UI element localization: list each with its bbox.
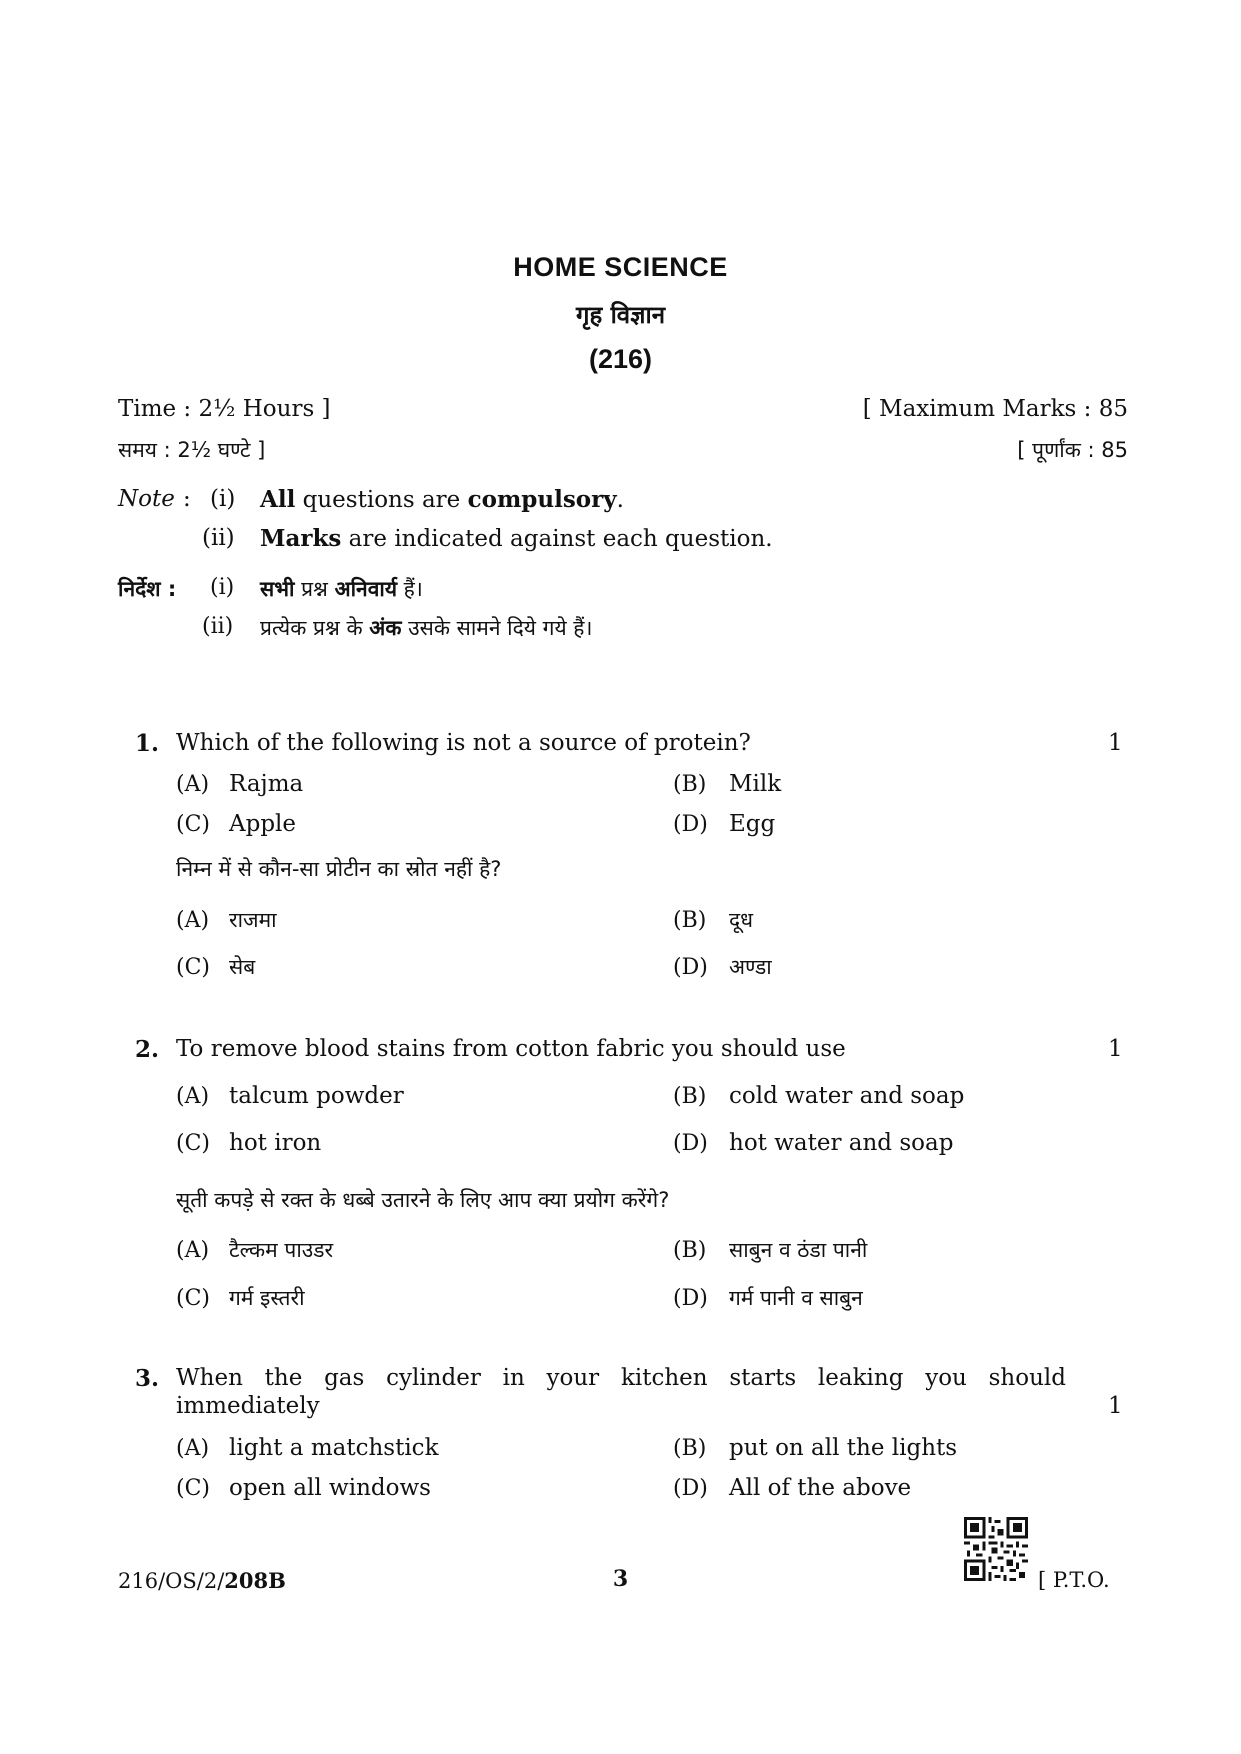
option-text-hindi: राजमा [229,908,277,932]
question-text-hindi: सूती कपड़े से रक्त के धब्बे उतारने के लिए आप क्या प्रयोग करेंगे? [176,1188,670,1212]
question-marks: 1 [1108,1393,1123,1419]
note-text: Marks are indicated against each question. [260,525,773,552]
note-number: (i) [210,486,236,512]
note-label-hindi: निर्देश : [118,577,177,601]
page-number: 3 [612,1566,629,1592]
option-letter: (B) [673,772,707,797]
subject-code: (216) [588,344,653,374]
question-number: 3. [135,1365,160,1392]
note-number: (ii) [202,614,234,639]
option-text: open all windows [229,1475,431,1501]
note-text-hindi: सभी प्रश्न अनिवार्य हैं। [260,577,423,601]
option-letter: (A) [176,1238,210,1263]
note-text-hindi: प्रत्येक प्रश्न के अंक उसके सामने दिये गये हैं। [260,616,593,640]
option-text: Apple [229,811,297,837]
option-letter: (C) [176,1131,210,1156]
note-text: All questions are compulsory. [260,486,624,513]
option-text-hindi: गर्म इस्तरी [229,1286,305,1310]
note-number: (i) [210,575,235,600]
note-number: (ii) [202,525,235,551]
option-letter: (A) [176,1436,210,1461]
option-letter: (C) [176,1286,210,1311]
option-text: cold water and soap [729,1083,965,1109]
option-letter: (B) [673,1238,707,1263]
time-english: Time : 2½ Hours ] [118,396,331,422]
option-letter: (C) [176,812,210,837]
option-text: light a matchstick [229,1435,439,1461]
option-text: talcum powder [229,1083,404,1109]
option-letter: (A) [176,908,210,933]
option-letter: (D) [673,955,708,980]
note-colon: : [183,486,191,512]
option-letter: (A) [176,1084,210,1109]
option-letter: (D) [673,1476,708,1501]
please-turn-over: [ P.T.O. [1038,1568,1110,1592]
option-text: put on all the lights [729,1435,958,1461]
note-label: Note [118,486,175,512]
option-text-hindi: टैल्कम पाउडर [229,1238,334,1262]
option-text-hindi: गर्म पानी व साबुन [729,1286,863,1310]
time-hindi: समय : 2½ घण्टे ] [118,438,266,462]
max-marks-english: [ Maximum Marks : 85 [862,396,1128,422]
option-text-hindi: दूध [729,908,754,932]
option-letter: (B) [673,908,707,933]
option-letter: (B) [673,1084,707,1109]
question-text-hindi: निम्न में से कौन-सा प्रोटीन का स्रोत नहीं है? [176,857,502,881]
question-text-line-1: When the gas cylinder in your kitchen starts leaking you should [176,1365,1066,1391]
subject-title-english: HOME SCIENCE [513,252,728,282]
question-text: To remove blood stains from cotton fabric you should use [176,1036,846,1062]
option-letter: (D) [673,1286,708,1311]
option-letter: (D) [673,812,708,837]
option-text: hot iron [229,1130,322,1156]
option-text: All of the above [729,1475,912,1501]
question-marks: 1 [1108,730,1123,756]
option-letter: (B) [673,1436,707,1461]
option-text: Rajma [229,771,304,797]
question-number: 1. [135,730,160,757]
option-text: hot water and soap [729,1130,954,1156]
subject-title-hindi: गृह विज्ञान [575,301,666,329]
question-marks: 1 [1108,1036,1123,1062]
qr-code-icon [964,1517,1028,1581]
option-letter: (C) [176,1476,210,1501]
question-text-line-2: immediately [176,1393,320,1419]
option-letter: (A) [176,772,210,797]
question-text: Which of the following is not a source of protein? [176,730,751,756]
option-text-hindi: साबुन व ठंडा पानी [729,1238,868,1262]
option-text-hindi: सेब [229,955,256,979]
option-letter: (C) [176,955,210,980]
option-text: Milk [729,771,782,797]
paper-code: 216/OS/2/208B [118,1568,286,1593]
option-text-hindi: अण्डा [729,955,772,979]
option-letter: (D) [673,1131,708,1156]
option-text: Egg [729,811,776,837]
question-number: 2. [135,1036,160,1063]
max-marks-hindi: [ पूर्णांक : 85 [1017,438,1128,462]
